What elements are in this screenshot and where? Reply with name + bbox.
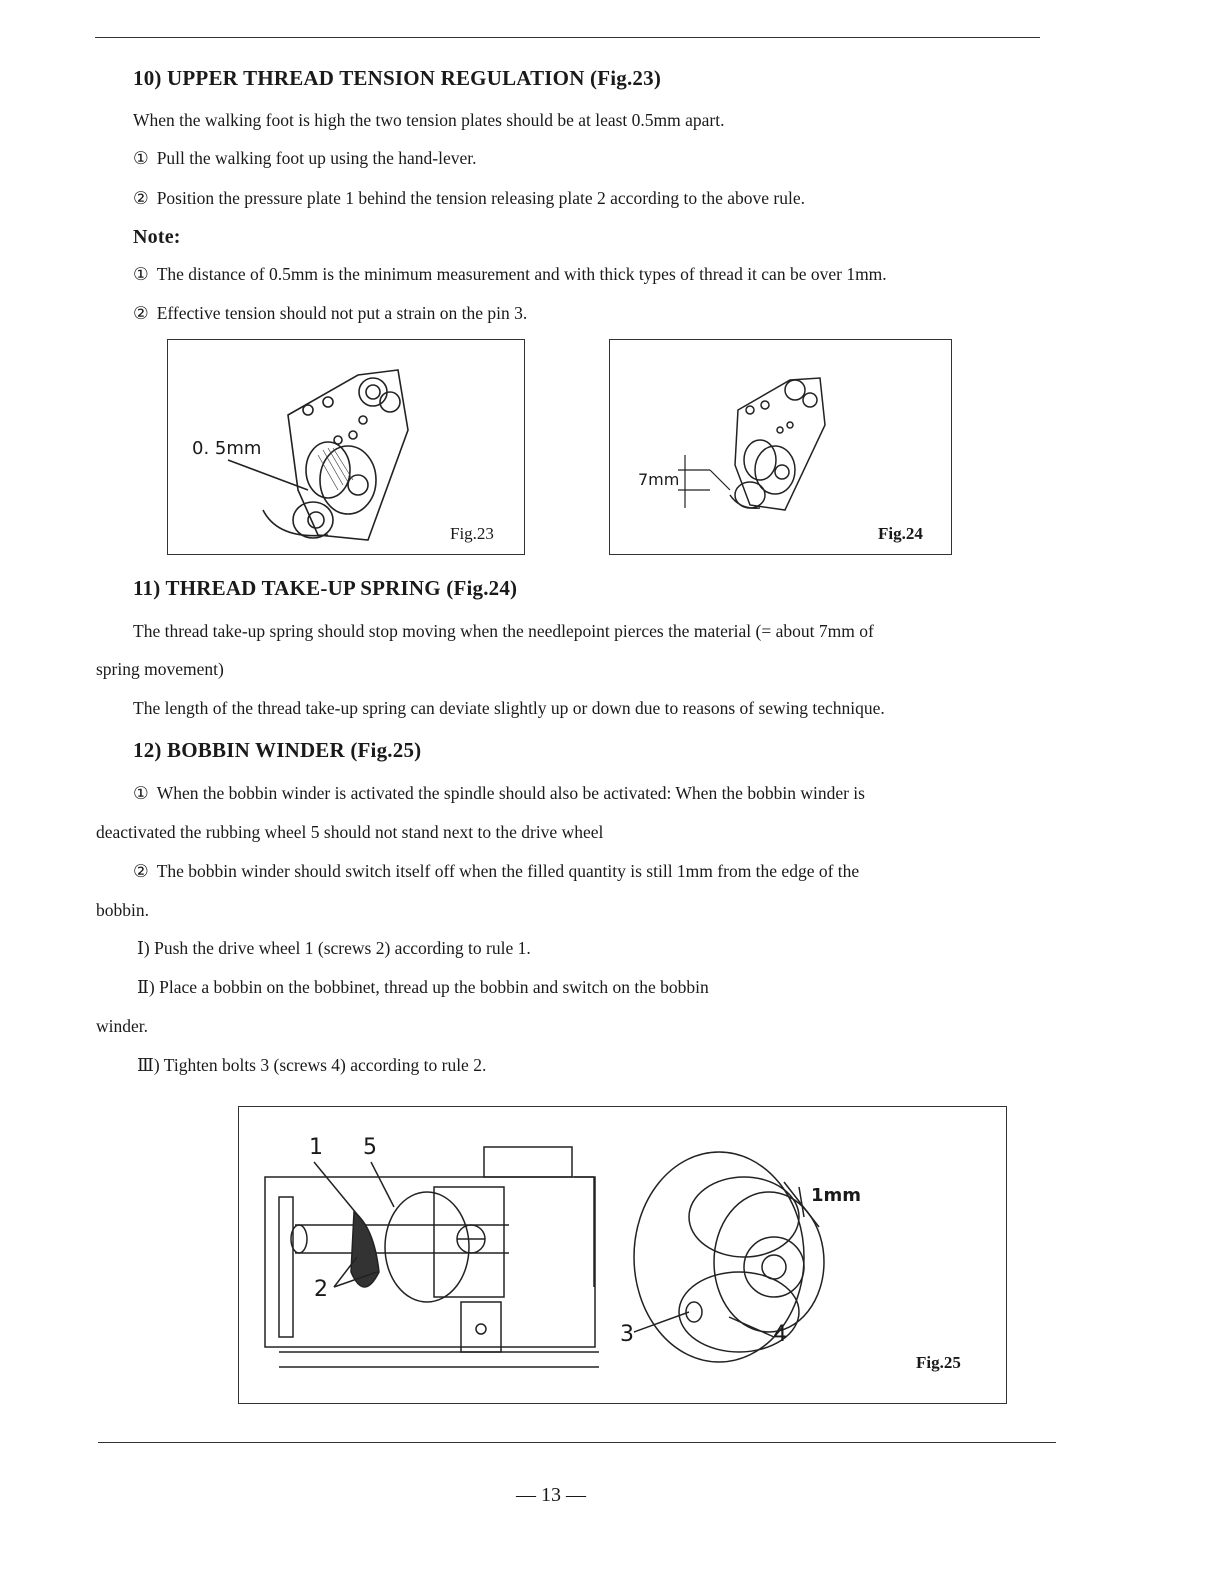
callout-1: 1 <box>309 1135 323 1160</box>
step-number: ② <box>133 188 149 208</box>
section-12-rule-2-line-2: bobbin. <box>96 900 149 920</box>
note-label: Note: <box>133 226 181 248</box>
section-12-rule-1-line-1 <box>133 783 865 804</box>
callout-5: 5 <box>363 1135 377 1160</box>
rule-number: ① <box>133 783 149 803</box>
note-number: ② <box>133 303 149 323</box>
section-12-step-1: Ⅰ) Push the drive wheel 1 (screws 2) according to rule 1. <box>137 938 531 958</box>
figure-23-callout: 0. 5mm <box>192 438 262 459</box>
figure-24-label: Fig.24 <box>878 524 923 543</box>
callout-3: 3 <box>620 1322 634 1347</box>
section-10-step-1 <box>133 148 477 169</box>
figure-23 <box>167 339 525 555</box>
note-number: ① <box>133 264 149 284</box>
note-2 <box>133 303 527 324</box>
bottom-rule <box>98 1442 1056 1443</box>
figure-23-label: Fig.23 <box>450 524 494 543</box>
callout-2: 2 <box>314 1277 328 1302</box>
section-12-rule-1-line-2: deactivated the rubbing wheel 5 should not stand next to the drive wheel <box>96 822 604 842</box>
section-12-rule-2-line-1 <box>133 861 859 882</box>
figure-24 <box>609 339 952 555</box>
take-up-spring-illustration <box>610 340 951 554</box>
step-text: Pull the walking foot up using the hand-lever. <box>156 148 477 168</box>
section-12-step-2-line-1: Ⅱ) Place a bobbin on the bobbinet, thread up the bobbin and switch on the bobbin <box>137 977 709 997</box>
figure-25-label: Fig.25 <box>916 1353 961 1372</box>
figure-24-callout: 7mm <box>638 470 680 489</box>
page-number: — 13 — <box>516 1484 586 1506</box>
section-10-heading: 10) UPPER THREAD TENSION REGULATION (Fig.23) <box>133 66 662 90</box>
callout-4: 4 <box>773 1322 787 1347</box>
figure-25 <box>238 1106 1007 1404</box>
rule-number: ② <box>133 861 149 881</box>
callout-1mm: 1mm <box>811 1185 862 1206</box>
bobbin-winder-illustration <box>239 1107 1006 1403</box>
section-11-heading: 11) THREAD TAKE-UP SPRING (Fig.24) <box>133 576 518 600</box>
section-12-heading: 12) BOBBIN WINDER (Fig.25) <box>133 738 422 762</box>
section-12-step-2-line-2: winder. <box>96 1016 149 1036</box>
section-12-step-3: Ⅲ) Tighten bolts 3 (screws 4) according to rule 2. <box>137 1055 487 1075</box>
step-text: Position the pressure plate 1 behind the tension releasing plate 2 according to the above rule. <box>156 188 805 208</box>
note-1 <box>133 264 887 285</box>
section-11-paragraph-1-line-1: The thread take-up spring should stop moving when the needlepoint pierces the material (= about 7mm of <box>133 621 874 641</box>
rule-text: When the bobbin winder is activated the spindle should also be activated: When the bobbin winder is <box>156 783 865 803</box>
section-11-paragraph-2: The length of the thread take-up spring can deviate slightly up or down due to reasons of sewing technique. <box>133 698 885 718</box>
note-text: The distance of 0.5mm is the minimum measurement and with thick types of thread it can be over 1mm. <box>156 264 887 284</box>
section-10-step-2 <box>133 188 805 209</box>
note-text: Effective tension should not put a strain on the pin 3. <box>156 303 528 323</box>
top-rule <box>95 37 1040 38</box>
section-10-intro: When the walking foot is high the two tension plates should be at least 0.5mm apart. <box>133 110 725 130</box>
rule-text: The bobbin winder should switch itself off when the filled quantity is still 1mm from the edge of the <box>156 861 860 881</box>
section-11-paragraph-1-line-2: spring movement) <box>96 659 224 679</box>
step-number: ① <box>133 148 149 168</box>
